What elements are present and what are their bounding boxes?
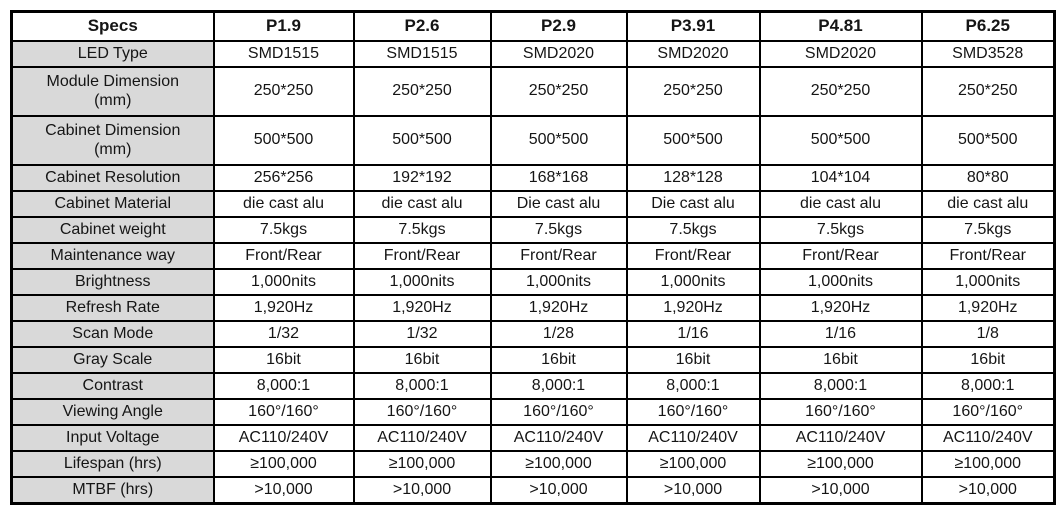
spec-value: SMD2020 xyxy=(760,41,922,67)
spec-value: 160°/160° xyxy=(354,399,491,425)
spec-value: 7.5kgs xyxy=(354,217,491,243)
row-label: Maintenance way xyxy=(12,243,214,269)
spec-value: >10,000 xyxy=(760,477,922,504)
table-row-module-dimension xyxy=(12,67,1055,116)
column-header-p3-91: P3.91 xyxy=(627,12,760,42)
spec-value: 192*192 xyxy=(354,165,491,191)
spec-value: 160°/160° xyxy=(760,399,922,425)
spec-value: AC110/240V xyxy=(627,425,760,451)
spec-value: 7.5kgs xyxy=(214,217,354,243)
spec-value: ≥100,000 xyxy=(760,451,922,477)
spec-value: 1/32 xyxy=(354,321,491,347)
column-header-p2-6: P2.6 xyxy=(354,12,491,42)
spec-value: Die cast alu xyxy=(627,191,760,217)
spec-value: 7.5kgs xyxy=(491,217,627,243)
spec-value: SMD2020 xyxy=(491,41,627,67)
spec-value: 16bit xyxy=(760,347,922,373)
spec-value: 1/16 xyxy=(760,321,922,347)
row-label: Scan Mode xyxy=(12,321,214,347)
spec-value: >10,000 xyxy=(354,477,491,504)
spec-value: Front/Rear xyxy=(627,243,760,269)
spec-value: Front/Rear xyxy=(354,243,491,269)
spec-value: SMD1515 xyxy=(214,41,354,67)
spec-value: 1,920Hz xyxy=(760,295,922,321)
spec-value: AC110/240V xyxy=(760,425,922,451)
spec-value: >10,000 xyxy=(922,477,1055,504)
column-header-specs: Specs xyxy=(12,12,214,42)
spec-value: AC110/240V xyxy=(922,425,1055,451)
spec-value: 8,000:1 xyxy=(760,373,922,399)
spec-value: 128*128 xyxy=(627,165,760,191)
spec-value: 1,000nits xyxy=(491,269,627,295)
spec-value: 500*500 xyxy=(922,116,1055,165)
row-label: Gray Scale xyxy=(12,347,214,373)
spec-value: 1,000nits xyxy=(354,269,491,295)
spec-value: die cast alu xyxy=(760,191,922,217)
spec-value: 250*250 xyxy=(491,67,627,116)
spec-value: 168*168 xyxy=(491,165,627,191)
spec-value: 8,000:1 xyxy=(354,373,491,399)
spec-value: 104*104 xyxy=(760,165,922,191)
table-row-brightness xyxy=(12,269,1055,295)
table-row-gray-scale xyxy=(12,347,1055,373)
table-row-maintenance-way xyxy=(12,243,1055,269)
table-row-cabinet-weight xyxy=(12,217,1055,243)
spec-value: 160°/160° xyxy=(627,399,760,425)
table-row-lifespan xyxy=(12,451,1055,477)
spec-value: 1/8 xyxy=(922,321,1055,347)
spec-value: 1,920Hz xyxy=(491,295,627,321)
column-header-p4-81: P4.81 xyxy=(760,12,922,42)
spec-value: 7.5kgs xyxy=(627,217,760,243)
spec-value: 16bit xyxy=(354,347,491,373)
row-label: Viewing Angle xyxy=(12,399,214,425)
table-row-contrast xyxy=(12,373,1055,399)
spec-value: 160°/160° xyxy=(491,399,627,425)
spec-value: 1/16 xyxy=(627,321,760,347)
row-label: Cabinet Dimension (mm) xyxy=(12,116,214,165)
spec-value: ≥100,000 xyxy=(922,451,1055,477)
spec-value: 1,000nits xyxy=(214,269,354,295)
spec-value: 500*500 xyxy=(354,116,491,165)
spec-value: Die cast alu xyxy=(491,191,627,217)
spec-value: 7.5kgs xyxy=(922,217,1055,243)
table-row-input-voltage xyxy=(12,425,1055,451)
spec-value: AC110/240V xyxy=(214,425,354,451)
row-label: Cabinet weight xyxy=(12,217,214,243)
spec-value: 1,920Hz xyxy=(627,295,760,321)
spec-value: >10,000 xyxy=(491,477,627,504)
row-label: Brightness xyxy=(12,269,214,295)
spec-value: 1,920Hz xyxy=(922,295,1055,321)
spec-value: >10,000 xyxy=(627,477,760,504)
spec-value: SMD2020 xyxy=(627,41,760,67)
spec-value: ≥100,000 xyxy=(491,451,627,477)
spec-value: 1,920Hz xyxy=(354,295,491,321)
specs-table xyxy=(10,10,1056,505)
column-header-p6-25: P6.25 xyxy=(922,12,1055,42)
table-row-led-type xyxy=(12,41,1055,67)
spec-value: 16bit xyxy=(491,347,627,373)
spec-value: SMD1515 xyxy=(354,41,491,67)
spec-value: Front/Rear xyxy=(760,243,922,269)
table-row-cabinet-dimension xyxy=(12,116,1055,165)
spec-value: 500*500 xyxy=(214,116,354,165)
spec-value: 8,000:1 xyxy=(491,373,627,399)
spec-value: 16bit xyxy=(214,347,354,373)
row-label: LED Type xyxy=(12,41,214,67)
table-row-viewing-angle xyxy=(12,399,1055,425)
spec-value: 80*80 xyxy=(922,165,1055,191)
spec-value: 250*250 xyxy=(214,67,354,116)
table-row-refresh-rate xyxy=(12,295,1055,321)
spec-value: 1,920Hz xyxy=(214,295,354,321)
spec-value: AC110/240V xyxy=(491,425,627,451)
spec-value: 500*500 xyxy=(491,116,627,165)
spec-value: >10,000 xyxy=(214,477,354,504)
spec-value: AC110/240V xyxy=(354,425,491,451)
spec-value: 250*250 xyxy=(354,67,491,116)
row-label: Cabinet Resolution xyxy=(12,165,214,191)
row-label: Contrast xyxy=(12,373,214,399)
table-row-scan-mode xyxy=(12,321,1055,347)
header-row xyxy=(12,12,1055,42)
spec-value: Front/Rear xyxy=(214,243,354,269)
spec-value: Front/Rear xyxy=(922,243,1055,269)
spec-value: 16bit xyxy=(627,347,760,373)
row-label: MTBF (hrs) xyxy=(12,477,214,504)
spec-value: 1,000nits xyxy=(922,269,1055,295)
spec-value: die cast alu xyxy=(922,191,1055,217)
row-label: Cabinet Material xyxy=(12,191,214,217)
spec-value: 500*500 xyxy=(627,116,760,165)
spec-value: 256*256 xyxy=(214,165,354,191)
spec-value: ≥100,000 xyxy=(354,451,491,477)
column-header-p1-9: P1.9 xyxy=(214,12,354,42)
spec-value: 500*500 xyxy=(760,116,922,165)
spec-value: 16bit xyxy=(922,347,1055,373)
spec-value: 8,000:1 xyxy=(214,373,354,399)
spec-value: 160°/160° xyxy=(922,399,1055,425)
row-label: Lifespan (hrs) xyxy=(12,451,214,477)
spec-value: 250*250 xyxy=(760,67,922,116)
spec-value: 250*250 xyxy=(922,67,1055,116)
row-label: Refresh Rate xyxy=(12,295,214,321)
spec-value: 1,000nits xyxy=(760,269,922,295)
spec-value: ≥100,000 xyxy=(214,451,354,477)
spec-value: 1/28 xyxy=(491,321,627,347)
spec-value: 7.5kgs xyxy=(760,217,922,243)
row-label: Input Voltage xyxy=(12,425,214,451)
spec-value: die cast alu xyxy=(214,191,354,217)
spec-value: ≥100,000 xyxy=(627,451,760,477)
table-row-mtbf xyxy=(12,477,1055,504)
spec-value: 1/32 xyxy=(214,321,354,347)
spec-value: die cast alu xyxy=(354,191,491,217)
column-header-p2-9: P2.9 xyxy=(491,12,627,42)
spec-value: SMD3528 xyxy=(922,41,1055,67)
table-row-cabinet-material xyxy=(12,191,1055,217)
spec-value: 8,000:1 xyxy=(922,373,1055,399)
row-label: Module Dimension (mm) xyxy=(12,67,214,116)
spec-value: 160°/160° xyxy=(214,399,354,425)
spec-value: 1,000nits xyxy=(627,269,760,295)
spec-value: Front/Rear xyxy=(491,243,627,269)
spec-value: 8,000:1 xyxy=(627,373,760,399)
table-row-cabinet-resolution xyxy=(12,165,1055,191)
spec-value: 250*250 xyxy=(627,67,760,116)
